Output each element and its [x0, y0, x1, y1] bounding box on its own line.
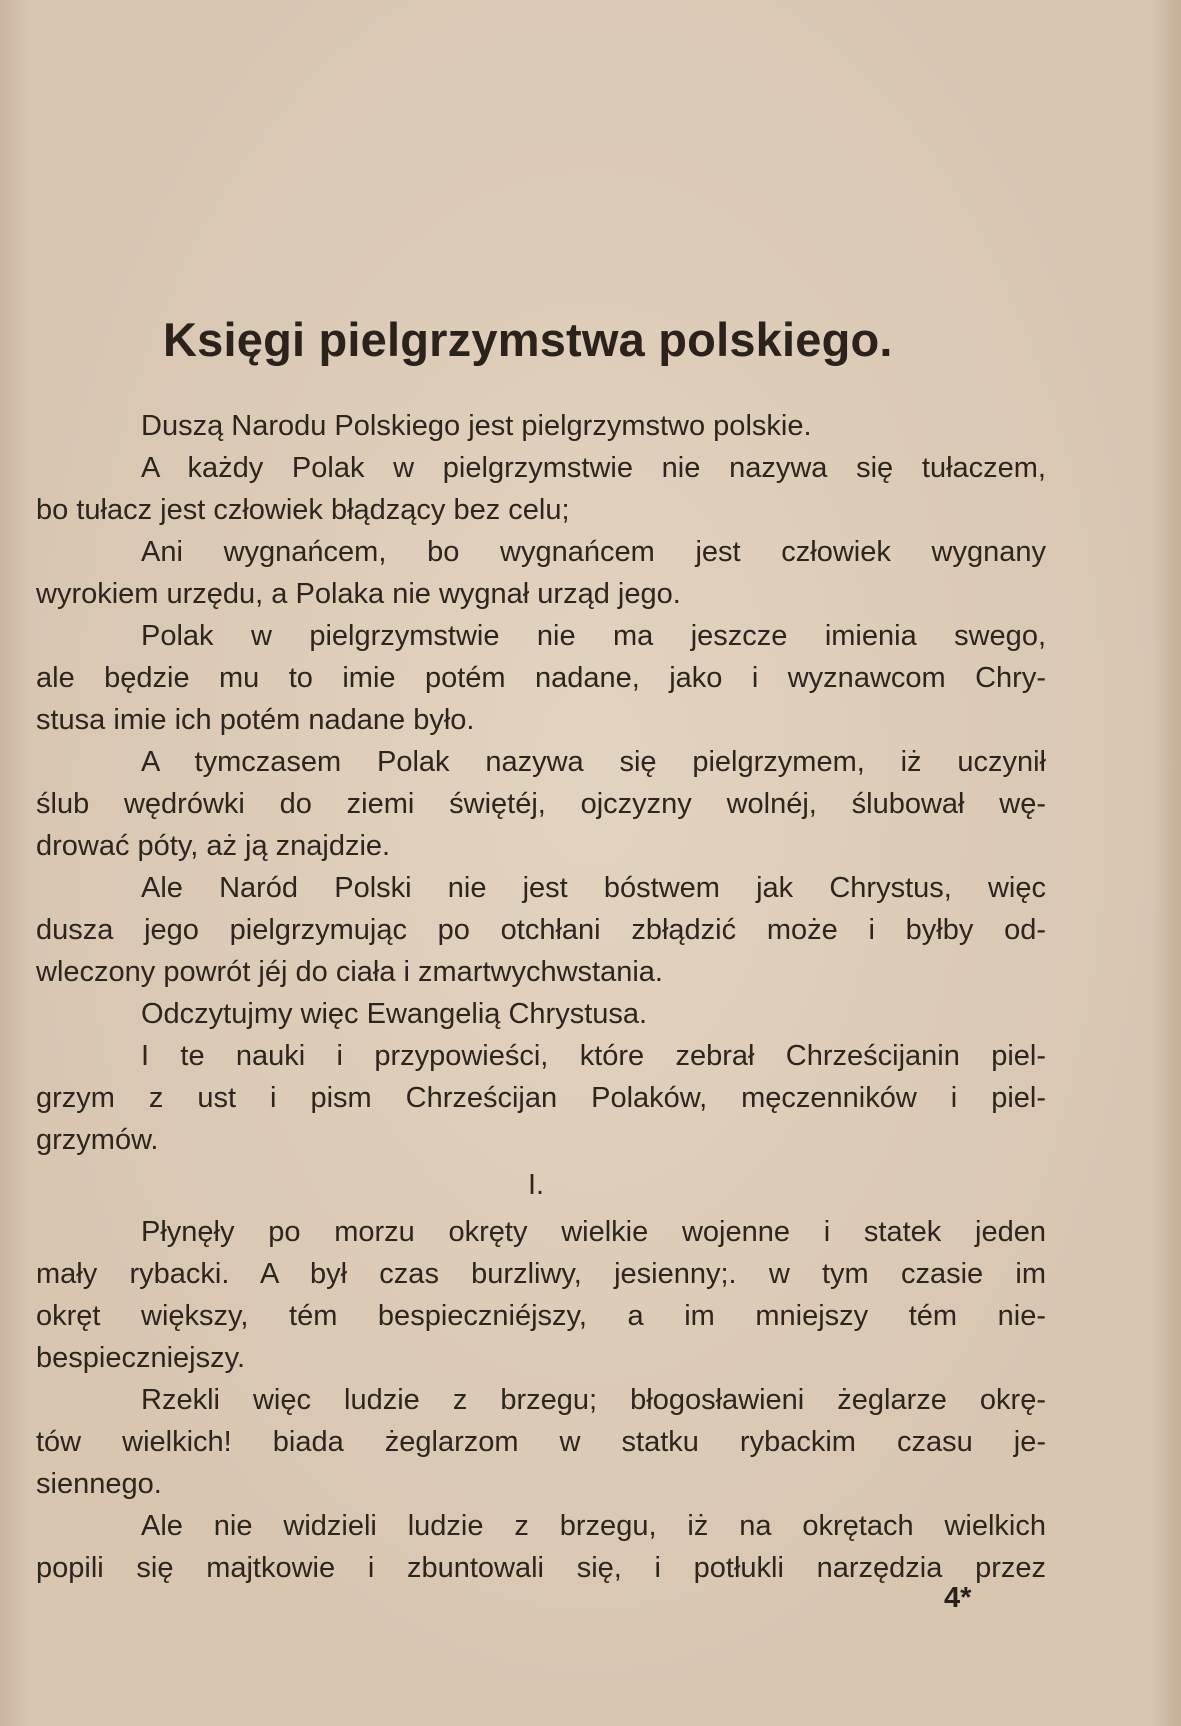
text-line: Polak w pielgrzymstwie nie ma jeszcze imienia swego,	[141, 620, 1046, 652]
text-line: mały rybacki. A był czas burzliwy, jesienny;. w tym czasie im	[36, 1258, 1046, 1290]
text-line: Ani wygnańcem, bo wygnańcem jest człowiek wygnany	[141, 536, 1046, 568]
page-title: Księgi pielgrzymstwa polskiego.	[163, 313, 893, 366]
text-line: popili się majtkowie i zbuntowali się, i potłukli narzędzia przez	[36, 1552, 1046, 1584]
text-line: ślub wędrówki do ziemi świętéj, ojczyzny wolnéj, ślubował wę-	[36, 788, 1046, 820]
text-line: wyrokiem urzędu, a Polaka nie wygnał urząd jego.	[36, 578, 681, 610]
text-line: Ale nie widzieli ludzie z brzegu, iż na okrętach wielkich	[141, 1510, 1046, 1542]
text-line: dusza jego pielgrzymując po otchłani zbłądzić może i byłby od-	[36, 914, 1046, 946]
text-line: drować póty, aż ją znajdzie.	[36, 830, 391, 862]
page-number: 4*	[944, 1582, 972, 1614]
text-line: grzym z ust i pism Chrześcijan Polaków, męczenników i piel-	[36, 1082, 1046, 1114]
text-line: I te nauki i przypowieści, które zebrał Chrześcijanin piel-	[141, 1040, 1046, 1072]
text-line: Odczytujmy więc Ewangelią Chrystusa.	[141, 998, 648, 1030]
text-line: Duszą Narodu Polskiego jest pielgrzymstwo polskie.	[141, 410, 812, 442]
text-line: A tymczasem Polak nazywa się pielgrzymem, iż uczynił	[141, 746, 1046, 778]
text-line: grzymów.	[36, 1124, 159, 1156]
text-line: siennego.	[36, 1468, 162, 1500]
text-line: bo tułacz jest człowiek błądzący bez celu;	[36, 494, 570, 526]
text-line: wleczony powrót jéj do ciała i zmartwychwstania.	[36, 956, 663, 988]
text-line: stusa imie ich potém nadane było.	[36, 704, 475, 736]
section-number: I.	[528, 1169, 545, 1201]
text-line: Płynęły po morzu okręty wielkie wojenne i statek jeden	[141, 1216, 1046, 1248]
text-line: Rzekli więc ludzie z brzegu; błogosławieni żeglarze okrę-	[141, 1384, 1046, 1416]
text-line: tów wielkich! biada żeglarzom w statku rybackim czasu je-	[36, 1426, 1046, 1458]
text-line: Ale Naród Polski nie jest bóstwem jak Chrystus, więc	[141, 872, 1046, 904]
text-line: okręt większy, tém bespieczniéjszy, a im mniejszy tém nie-	[36, 1300, 1046, 1332]
text-line: bespieczniejszy.	[36, 1342, 246, 1374]
text-line: A każdy Polak w pielgrzymstwie nie nazywa się tułaczem,	[141, 452, 1046, 484]
text-line: ale będzie mu to imie potém nadane, jako i wyznawcom Chry-	[36, 662, 1046, 694]
